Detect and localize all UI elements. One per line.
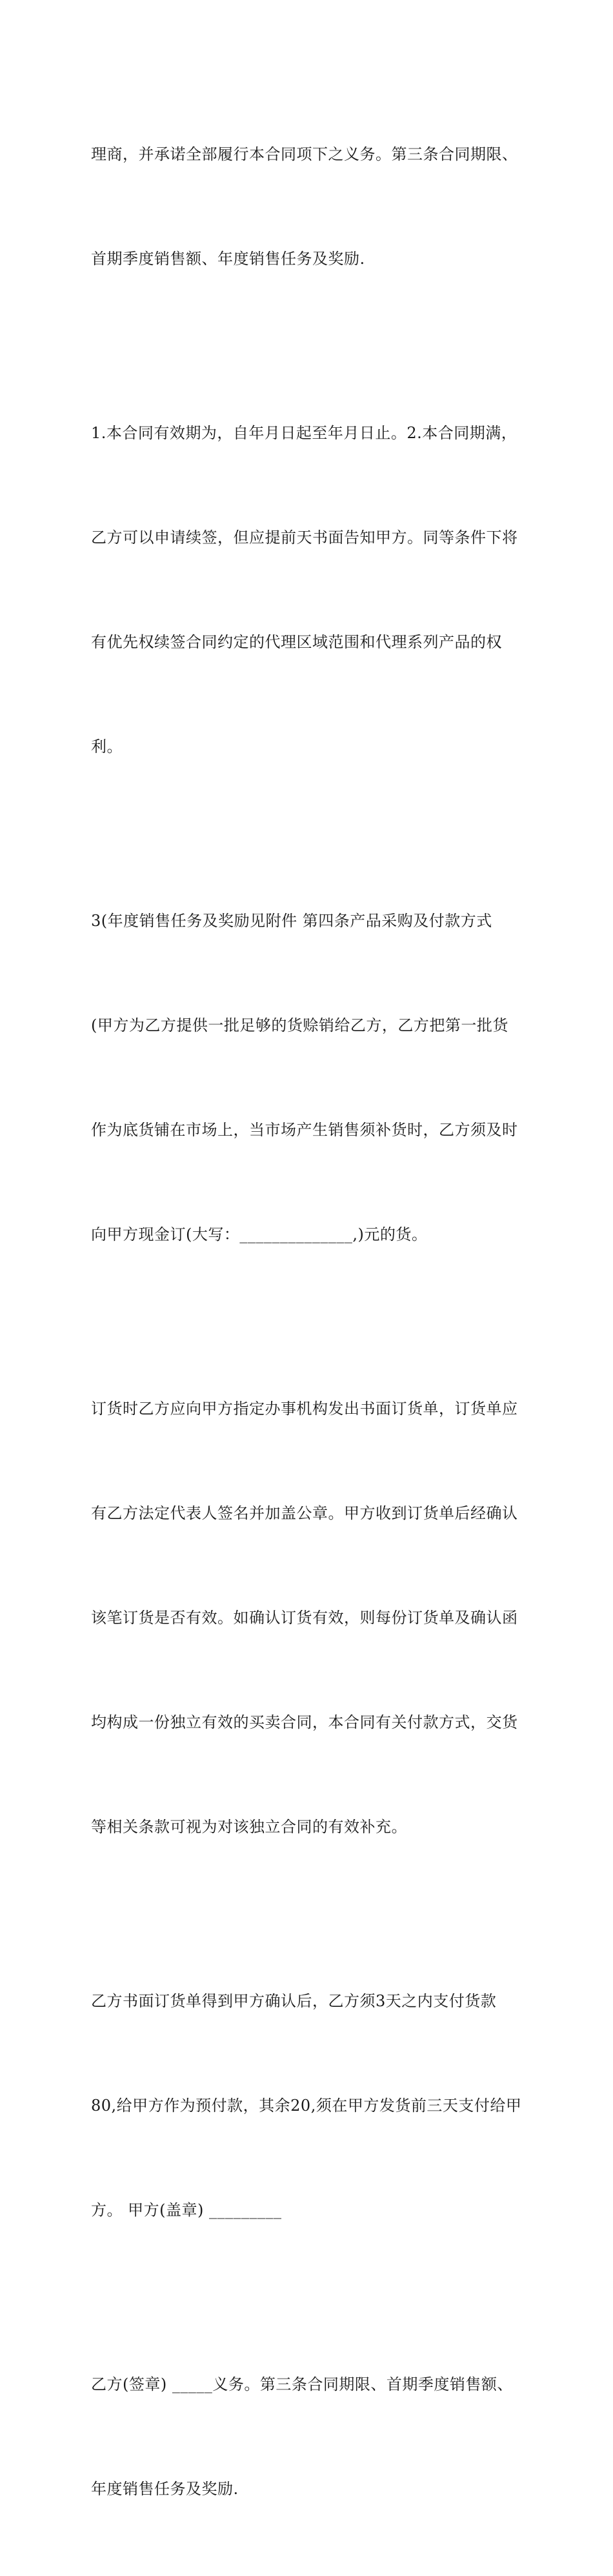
paragraph-payment-terms — [91, 1914, 530, 2297]
text-line: 首期季度销售额、年度销售任务及奖励. — [91, 250, 365, 268]
text-line: 向甲方现金订(大写：______________,)元的货。 — [91, 1225, 428, 1243]
text-line: 乙方书面订货单得到甲方确认后，乙方须3天之内支付货款 — [91, 1992, 497, 2010]
text-line: 利。 — [91, 738, 123, 756]
text-line: 方。 甲方(盖章) _________ — [91, 2201, 282, 2219]
paragraph-procurement — [91, 834, 530, 1322]
paragraph-contract-term — [91, 346, 530, 834]
text-line: 80,给甲方作为预付款，其余20,须在甲方发货前三天支付给甲 — [91, 2097, 522, 2115]
text-line: 年度销售任务及奖励. — [91, 2480, 239, 2498]
paragraph-order-procedure — [91, 1322, 530, 1914]
text-line: 乙方可以申请续签，但应提前天书面告知甲方。同等条件下将 — [91, 528, 518, 547]
text-line: (甲方为乙方提供一批足够的货赊销给乙方，乙方把第一批货 — [91, 1016, 508, 1034]
text-line: 作为底货铺在市场上，当市场产生销售须补货时，乙方须及时 — [91, 1121, 518, 1139]
text-line: 有优先权续签合同约定的代理区域范围和代理系列产品的权 — [91, 633, 502, 651]
text-line: 理商，并承诺全部履行本合同项下之义务。第三条合同期限、 — [91, 145, 518, 163]
text-line: 均构成一份独立有效的买卖合同，本合同有关付款方式，交货 — [91, 1713, 518, 1731]
text-line: 有乙方法定代表人签名并加盖公章。甲方收到订货单后经确认 — [91, 1504, 518, 1522]
text-line: 乙方(签章) _____义务。第三条合同期限、首期季度销售额、 — [91, 2375, 513, 2393]
text-line: 3(年度销售任务及奖励见附件 第四条产品采购及付款方式 — [91, 912, 492, 930]
paragraph-agency-obligation — [91, 67, 530, 346]
text-line: 1.本合同有效期为，自年月日起至年月日止。2.本合同期满， — [91, 424, 518, 442]
text-line: 订货时乙方应向甲方指定办事机构发出书面订货单，订货单应 — [91, 1400, 518, 1418]
paragraph-signature — [91, 2297, 530, 2576]
text-line: 该笔订货是否有效。如确认订货有效，则每份订货单及确认函 — [91, 1609, 518, 1627]
text-line: 等相关条款可视为对该独立合同的有效补充。 — [91, 1818, 407, 1836]
document-body — [91, 67, 530, 2576]
